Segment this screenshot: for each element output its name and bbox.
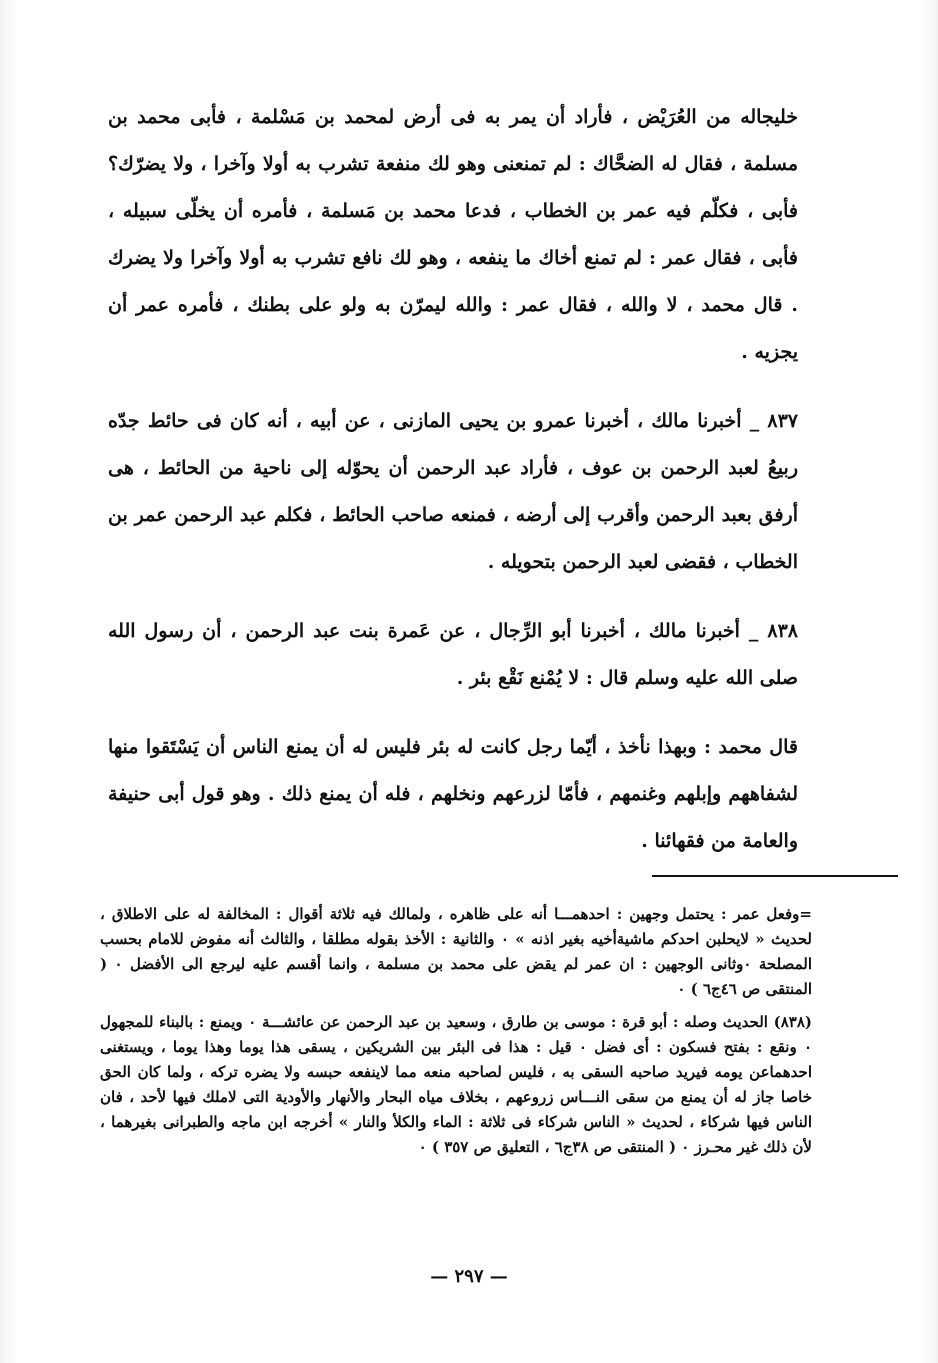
page-number: — ٢٩٧ — [430, 1266, 508, 1287]
footnote-continuation: =وفعل عمر : يحتمل وجهين : احدهمـــا أنه على ظاهره ، ولمالك فيه ثلاثة أقوال : المخالفة له على الاطلاق ، لحديث « لايحلبن احدكم ماشيةأخيه بغير اذنه » ٠ والثانية : الأخذ بقوله مطلقا ، والثالث أنه مفوض للامام بحسب المصلحة ٠وثانى الوجهين : ان عمر لم يقض على محمد بن مسلمة ، وانما أقسم عليه ليرجع الى الأفضل ٠ ( المنتقى ص ٤٦ج٦ ) ٠ [100, 905, 812, 998]
paragraph-muhammad-comment: قال محمد : وبهذا نأخذ ، أيّما رجل كانت له بئر فليس له أن يمنع الناس أن يَسْتَقوا منها لشفاههم وإبلهم وغنمهم ، فأمّا لزرعهم ونخلهم ، فله أن يمنع ذلك . وهو قول أبى حنيفة والعامة من فقهائنا . [108, 736, 798, 852]
paragraph-hadith-837: ٨٣٧ _ أخبرنا مالك ، أخبرنا عمرو بن يحيى المازنى ، عن أبيه ، أنه كان فى حائط جدّه ربيعُ لعبد الرحمن بن عوف ، فأراد عبد الرحمن أن يحوّله إلى ناحية من الحائط ، هى أرفق بعبد الرحمن وأقرب إلى أرضه ، فمنعه صاحب الحائط ، فكلم عبد الرحمن عمر بن الخطاب ، فقضى لعبد الرحمن بتحويله . [108, 410, 798, 573]
footnote-838: (٨٣٨) الحديث وصله : أبو قرة : موسى بن طارق ، وسعيد بن عبد الرحمن عن عائشـــة ٠ ويمنع : بالبناء للمجهول ٠ ونقع : بفتح فسكون : أى فضل ٠ قيل : هذا فى البئر بين الشريكين ، يسقى هذا يوما وهذا يوما ، ويستغنى احدهماعن يومه فيريد صاحبه السقى به ، فليس لصاحبه منعه مما لاينفعه حبسه ولا يضره تركه ، ولما كان الحق خاصا جاز له أن يمنع من سقى النـــاس زروعهم ، بخلاف مياه البحار والأنهار والأودية التى لاملك فيها لأحد ، فان الناس فيها شركاء ، لحديث « الناس شركاء فى ثلاثة : الماء والكلأ والنار » أخرجه ابن ماجه والطبرانى بغيرهما ، لأن ذلك غير محـرز ٠ ( المنتقى ص ٣٨ج٦ ، التعليق ص ٣٥٧ ) ٠ [100, 1013, 812, 1156]
paragraph-continuation: خليجاله من العُرَيْض ، فأراد أن يمر به فى أرض لمحمد بن مَسْلمة ، فأبى محمد بن مسلمة ، فقال له الضحَّاك : لم تمنعنى وهو لك منفعة تشرب به أولا وآخرا ، ولا يضرّك؟ فأبى ، فكلّم فيه عمر بن الخطاب ، فدعا محمد بن مَسلمة ، فأمره أن يخلّى سبيله ، فأبى ، فقال عمر : لم تمنع أخاك ما ينفعه ، وهو لك نافع تشرب به أولا وآخرا ولا يضرك . قال محمد ، لا والله ، فقال عمر : والله ليمرّن به ولو على بطنك ، فأمره عمر أن يجزيه . [108, 106, 798, 363]
paragraph-hadith-838: ٨٣٨ _ أخبرنا مالك ، أخبرنا أبو الرِّجال ، عن عَمرة بنت عبد الرحمن ، أن رسول الله صلى الله عليه وسلم قال : لا يُمْنع نَقْع بئر . [108, 620, 798, 689]
main-text [108, 94, 798, 865]
footnotes [100, 902, 812, 1160]
footnote-divider [652, 875, 898, 877]
